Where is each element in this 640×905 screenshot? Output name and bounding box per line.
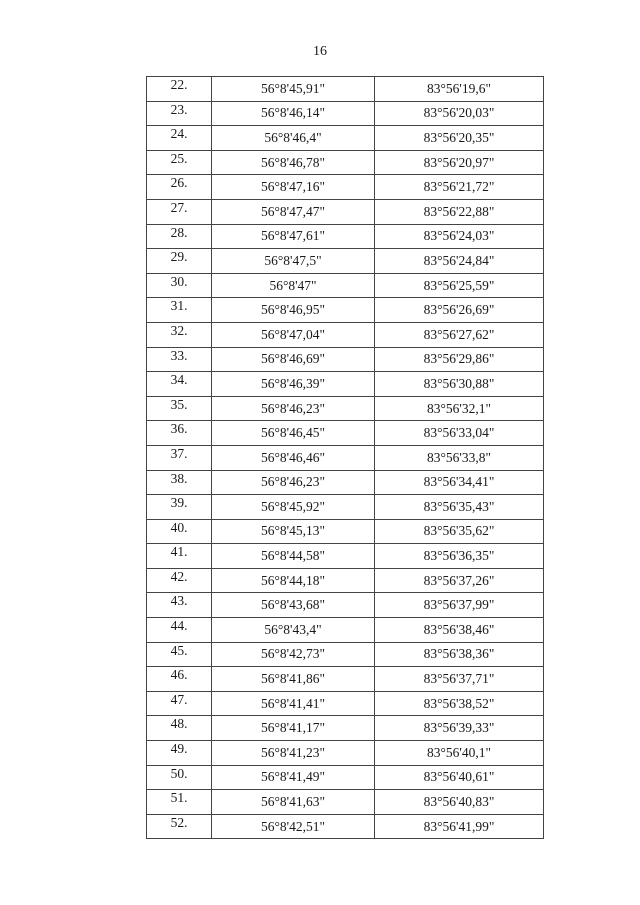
coordinates-table-body [147, 77, 544, 839]
table-row [147, 322, 544, 347]
point-number-cell: 33. [147, 347, 212, 372]
latitude-cell: 56°8'42,51" [212, 814, 375, 839]
latitude-cell: 56°8'46,46" [212, 445, 375, 470]
table-row [147, 150, 544, 175]
latitude-cell: 56°8'42,73" [212, 642, 375, 667]
point-number-cell: 26. [147, 175, 212, 200]
point-number-cell: 47. [147, 691, 212, 716]
latitude-cell: 56°8'43,68" [212, 593, 375, 618]
point-number-cell: 34. [147, 372, 212, 397]
table-row [147, 101, 544, 126]
latitude-cell: 56°8'44,18" [212, 568, 375, 593]
latitude-cell: 56°8'47" [212, 273, 375, 298]
latitude-cell: 56°8'46,14" [212, 101, 375, 126]
table-row [147, 618, 544, 643]
table-row [147, 372, 544, 397]
latitude-cell: 56°8'46,23" [212, 396, 375, 421]
table-row [147, 741, 544, 766]
longitude-cell: 83°56'24,84" [375, 249, 544, 274]
table-row [147, 544, 544, 569]
table-row [147, 199, 544, 224]
longitude-cell: 83°56'20,35" [375, 126, 544, 151]
longitude-cell: 83°56'20,03" [375, 101, 544, 126]
point-number-cell: 48. [147, 716, 212, 741]
longitude-cell: 83°56'29,86" [375, 347, 544, 372]
longitude-cell: 83°56'38,36" [375, 642, 544, 667]
point-number-cell: 38. [147, 470, 212, 495]
latitude-cell: 56°8'47,61" [212, 224, 375, 249]
table-row [147, 495, 544, 520]
point-number-cell: 36. [147, 421, 212, 446]
table-row [147, 298, 544, 323]
longitude-cell: 83°56'39,33" [375, 716, 544, 741]
longitude-cell: 83°56'34,41" [375, 470, 544, 495]
longitude-cell: 83°56'19,6" [375, 77, 544, 102]
coordinates-table [146, 76, 544, 839]
table-row [147, 593, 544, 618]
latitude-cell: 56°8'47,47" [212, 199, 375, 224]
longitude-cell: 83°56'26,69" [375, 298, 544, 323]
latitude-cell: 56°8'47,04" [212, 322, 375, 347]
table-row [147, 126, 544, 151]
point-number-cell: 37. [147, 445, 212, 470]
latitude-cell: 56°8'46,69" [212, 347, 375, 372]
table-row [147, 667, 544, 692]
point-number-cell: 46. [147, 667, 212, 692]
latitude-cell: 56°8'44,58" [212, 544, 375, 569]
latitude-cell: 56°8'45,13" [212, 519, 375, 544]
point-number-cell: 23. [147, 101, 212, 126]
point-number-cell: 50. [147, 765, 212, 790]
latitude-cell: 56°8'46,4" [212, 126, 375, 151]
table-row [147, 347, 544, 372]
latitude-cell: 56°8'46,45" [212, 421, 375, 446]
point-number-cell: 43. [147, 593, 212, 618]
latitude-cell: 56°8'46,39" [212, 372, 375, 397]
point-number-cell: 41. [147, 544, 212, 569]
latitude-cell: 56°8'41,49" [212, 765, 375, 790]
longitude-cell: 83°56'40,61" [375, 765, 544, 790]
latitude-cell: 56°8'47,16" [212, 175, 375, 200]
longitude-cell: 83°56'32,1" [375, 396, 544, 421]
point-number-cell: 28. [147, 224, 212, 249]
table-row [147, 519, 544, 544]
table-row [147, 716, 544, 741]
latitude-cell: 56°8'46,23" [212, 470, 375, 495]
point-number-cell: 31. [147, 298, 212, 323]
table-row [147, 790, 544, 815]
longitude-cell: 83°56'35,43" [375, 495, 544, 520]
point-number-cell: 40. [147, 519, 212, 544]
latitude-cell: 56°8'41,17" [212, 716, 375, 741]
point-number-cell: 39. [147, 495, 212, 520]
longitude-cell: 83°56'37,26" [375, 568, 544, 593]
latitude-cell: 56°8'41,41" [212, 691, 375, 716]
latitude-cell: 56°8'41,63" [212, 790, 375, 815]
longitude-cell: 83°56'24,03" [375, 224, 544, 249]
table-row [147, 273, 544, 298]
point-number-cell: 24. [147, 126, 212, 151]
longitude-cell: 83°56'35,62" [375, 519, 544, 544]
latitude-cell: 56°8'45,91" [212, 77, 375, 102]
latitude-cell: 56°8'47,5" [212, 249, 375, 274]
longitude-cell: 83°56'37,99" [375, 593, 544, 618]
latitude-cell: 56°8'41,23" [212, 741, 375, 766]
point-number-cell: 27. [147, 199, 212, 224]
point-number-cell: 49. [147, 741, 212, 766]
longitude-cell: 83°56'33,8" [375, 445, 544, 470]
point-number-cell: 32. [147, 322, 212, 347]
point-number-cell: 45. [147, 642, 212, 667]
table-row [147, 175, 544, 200]
table-row [147, 765, 544, 790]
point-number-cell: 25. [147, 150, 212, 175]
longitude-cell: 83°56'27,62" [375, 322, 544, 347]
point-number-cell: 29. [147, 249, 212, 274]
page-number: 16 [313, 44, 327, 59]
latitude-cell: 56°8'41,86" [212, 667, 375, 692]
point-number-cell: 52. [147, 814, 212, 839]
longitude-cell: 83°56'30,88" [375, 372, 544, 397]
table-row [147, 642, 544, 667]
table-row [147, 77, 544, 102]
latitude-cell: 56°8'43,4" [212, 618, 375, 643]
point-number-cell: 30. [147, 273, 212, 298]
latitude-cell: 56°8'46,95" [212, 298, 375, 323]
latitude-cell: 56°8'45,92" [212, 495, 375, 520]
longitude-cell: 83°56'22,88" [375, 199, 544, 224]
longitude-cell: 83°56'37,71" [375, 667, 544, 692]
point-number-cell: 35. [147, 396, 212, 421]
table-row [147, 814, 544, 839]
longitude-cell: 83°56'25,59" [375, 273, 544, 298]
longitude-cell: 83°56'38,46" [375, 618, 544, 643]
point-number-cell: 51. [147, 790, 212, 815]
table-row [147, 568, 544, 593]
table-row [147, 445, 544, 470]
longitude-cell: 83°56'21,72" [375, 175, 544, 200]
latitude-cell: 56°8'46,78" [212, 150, 375, 175]
longitude-cell: 83°56'40,83" [375, 790, 544, 815]
longitude-cell: 83°56'33,04" [375, 421, 544, 446]
point-number-cell: 44. [147, 618, 212, 643]
point-number-cell: 22. [147, 77, 212, 102]
table-row [147, 691, 544, 716]
longitude-cell: 83°56'40,1" [375, 741, 544, 766]
longitude-cell: 83°56'20,97" [375, 150, 544, 175]
table-row [147, 396, 544, 421]
longitude-cell: 83°56'41,99" [375, 814, 544, 839]
table-row [147, 249, 544, 274]
table-row [147, 421, 544, 446]
table-row [147, 224, 544, 249]
table-row [147, 470, 544, 495]
longitude-cell: 83°56'36,35" [375, 544, 544, 569]
point-number-cell: 42. [147, 568, 212, 593]
longitude-cell: 83°56'38,52" [375, 691, 544, 716]
